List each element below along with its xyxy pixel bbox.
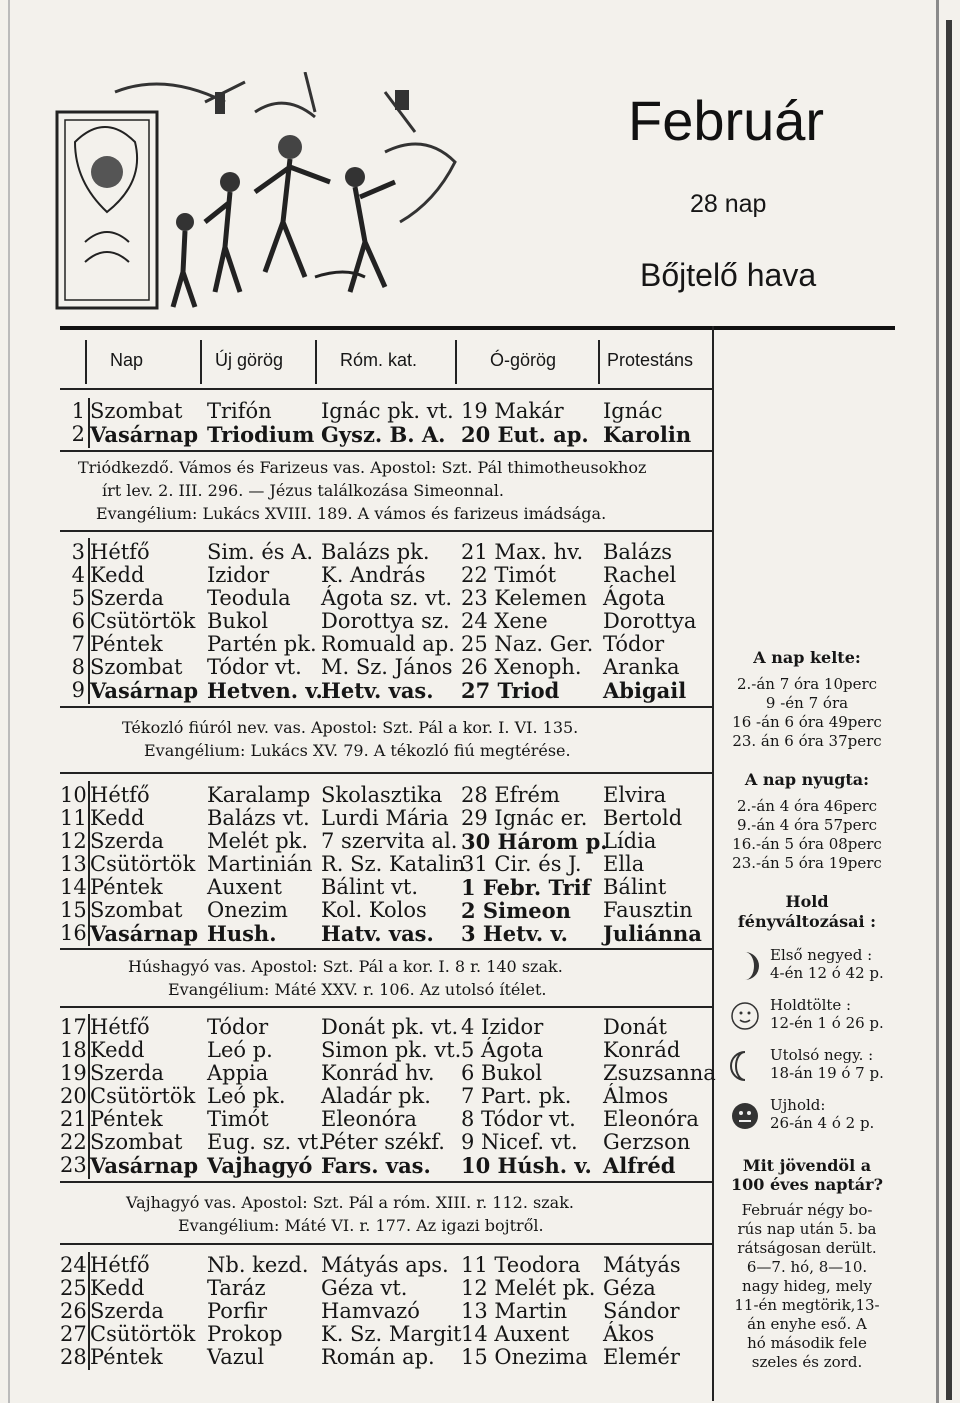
sunday-note: írt lev. 2. III. 296. — Jézus találkozása Simeonnal. [102,481,504,500]
row-day: Hétfő [90,540,150,564]
month-nickname: Bőjtelő hava [640,257,817,293]
row-roman-catholic: Bálint vt. [321,875,419,899]
page-edge-right [936,0,939,1403]
row-number: 6 [71,609,85,633]
carnival-illustration [55,72,475,310]
forecast-text: rátságosan derült. [737,1239,877,1257]
moon-phase-new [730,1096,900,1138]
row-protestant: Elvira [603,783,667,807]
header-divider [315,340,317,384]
page-edge-left [8,0,10,1403]
column-divider [88,781,90,946]
sunrise-time: 16 -án 6 óra 49perc [732,713,882,731]
row-day: Hétfő [90,1015,150,1039]
row-number: 20 [60,1084,87,1108]
row-number: 7 [71,632,85,656]
header-divider [200,340,202,384]
row-day: Péntek [90,632,163,656]
row-day: Vasárnap [90,1153,199,1178]
forecast-text: szeles és zord. [751,1353,863,1371]
row-day: Szombat [90,655,183,679]
phase-name: Utolsó negy. : [770,1046,874,1064]
row-roman-catholic: K. Sz. Margit [321,1322,462,1346]
header-divider [85,340,87,384]
row-day: Csütörtök [90,1084,196,1108]
row-new-greek: Melét pk. [207,829,309,853]
row-number: 23 [60,1153,87,1177]
row-new-greek: Vazul [207,1345,265,1369]
row-new-greek: Karalamp [207,783,311,807]
row-old-greek: 7 Part. pk. [461,1084,572,1108]
row-number: 3 [71,540,85,564]
days-count: 28 nap [690,190,767,218]
row-number: 19 [60,1061,87,1085]
binding-edge [946,20,952,1400]
row-day: Kedd [90,806,145,830]
row-day: Csütörtök [90,609,196,633]
row-day: Csütörtök [90,1322,196,1346]
row-old-greek: 13 Martin [461,1299,568,1323]
forecast-title: Mit jövendöl a [742,1156,872,1175]
row-old-greek: 6 Bukol [461,1061,543,1085]
row-old-greek: 3 Hetv. v. [461,921,568,946]
row-new-greek: Martinián [207,852,313,876]
row-number: 10 [60,783,87,807]
week-rule [60,1243,712,1245]
row-protestant: Gerzson [603,1130,691,1154]
row-new-greek: Nb. kezd. [207,1253,309,1277]
col-header-old-greek: Ó-görög [490,350,557,370]
row-old-greek: 27 Triod [461,678,560,703]
row-new-greek: Teodula [207,586,291,610]
row-day: Kedd [90,563,145,587]
row-number: 27 [60,1322,87,1346]
row-protestant: Elemér [603,1345,680,1369]
row-protestant: Fausztin [603,898,693,922]
row-old-greek: 12 Melét pk. [461,1276,596,1300]
row-protestant: Aranka [603,655,680,679]
row-old-greek: 22 Timót [461,563,557,587]
row-day: Péntek [90,1345,163,1369]
sunday-note: Húshagyó vas. Apostol: Szt. Pál a kor. I. 8 r. 140 szak. [128,957,563,976]
row-new-greek: Prokop [207,1322,283,1346]
row-old-greek: 19 Makár [461,399,564,423]
row-old-greek: 23 Kelemen [461,586,587,610]
row-number: 15 [60,898,87,922]
row-roman-catholic: Balázs pk. [321,540,430,564]
row-roman-catholic: Romuald ap. [321,632,455,656]
sunset-title: A nap nyugta: [744,770,870,789]
row-old-greek: 28 Efrém [461,783,560,807]
row-new-greek: Tódor [207,1015,269,1039]
row-protestant: Balázs [603,540,673,564]
row-day: Péntek [90,875,163,899]
row-day: Szerda [90,1299,164,1323]
row-new-greek: Onezim [207,898,288,922]
row-old-greek: 10 Húsh. v. [461,1153,592,1178]
sidebar-divider [712,326,714,1401]
row-new-greek: Trifón [207,399,272,423]
row-roman-catholic: Hatv. vas. [321,921,434,946]
header-bottom-rule [60,388,712,390]
row-roman-catholic: Hamvazó [321,1299,420,1323]
row-day: Hétfő [90,783,150,807]
row-old-greek: 15 Onezima [461,1345,588,1369]
row-protestant: Sándor [603,1299,680,1323]
col-header-new-greek: Új görög [215,350,284,370]
row-new-greek: Leó p. [207,1038,273,1062]
row-new-greek: Appia [207,1061,269,1085]
week-rule [60,530,712,532]
row-new-greek: Bukol [207,609,269,633]
week-rule [60,948,712,950]
phase-name: Holdtölte : [770,996,852,1014]
row-old-greek: 9 Nicef. vt. [461,1130,578,1154]
row-new-greek: Hush. [207,921,277,946]
sunday-note: Evangélium: Lukács XVIII. 189. A vámos és farizeus imádsága. [96,504,607,523]
col-header-day: Nap [110,350,144,370]
row-day: Szerda [90,1061,164,1085]
row-new-greek: Eug. sz. vt. [207,1130,325,1154]
row-roman-catholic: Eleonóra [321,1107,417,1131]
row-protestant: Géza [603,1276,656,1300]
column-divider [88,538,90,704]
row-number: 18 [60,1038,87,1062]
row-roman-catholic: R. Sz. Katalin [321,852,466,876]
sunrise-time: 9 -én 7 óra [765,694,849,712]
last-quarter-icon [730,1050,760,1082]
month-title: Február [628,89,825,152]
row-number: 9 [71,678,85,702]
row-new-greek: Triodium [207,422,315,447]
row-roman-catholic: Mátyás aps. [321,1253,449,1277]
sunday-note: Vajhagyó vas. Apostol: Szt. Pál a róm. XIII. r. 112. szak. [126,1193,574,1212]
row-day: Szombat [90,399,183,423]
sunrise-time: 23. án 6 óra 37perc [732,732,882,750]
sunset-time: 16.-án 5 óra 08perc [732,835,882,853]
week-rule [60,1181,712,1183]
sunday-note: Evangélium: Máté XXV. r. 106. Az utolsó ítélet. [168,980,547,999]
row-old-greek: 20 Eut. ap. [461,422,589,447]
row-day: Szerda [90,829,164,853]
row-day: Kedd [90,1276,145,1300]
row-day: Szerda [90,586,164,610]
row-new-greek: Izidor [207,563,270,587]
row-day: Vasárnap [90,422,199,447]
row-protestant: Juliánna [603,921,702,946]
row-protestant: Ágota [603,586,666,610]
forecast-text: 11-én megtörik,13- [734,1296,880,1314]
table-top-rule [60,326,895,330]
row-old-greek: 4 Izidor [461,1015,544,1039]
col-header-roman-catholic: Róm. kat. [340,350,418,370]
row-number: 25 [60,1276,87,1300]
sunday-note: Evangélium: Lukács XV. 79. A tékozló fiú megtérése. [144,741,571,760]
row-number: 26 [60,1299,87,1323]
row-roman-catholic: Ignác pk. vt. [321,399,454,423]
phase-time: 12-én 1 ó 26 p. [770,1014,884,1032]
row-protestant: Mátyás [603,1253,681,1277]
row-roman-catholic: Román ap. [321,1345,435,1369]
first-quarter-icon [730,950,760,982]
row-number: 14 [60,875,87,899]
row-day: Csütörtök [90,852,196,876]
row-new-greek: Porfir [207,1299,268,1323]
row-old-greek: 14 Auxent [461,1322,570,1346]
sunset-time: 23.-án 5 óra 19perc [732,854,882,872]
row-new-greek: Sim. és A. [207,540,314,564]
forecast-title: 100 éves naptár? [731,1175,883,1194]
row-roman-catholic: Fars. vas. [321,1153,431,1178]
header-divider [598,340,600,384]
row-number: 12 [60,829,87,853]
row-roman-catholic: Aladár pk. [321,1084,431,1108]
forecast-text: hó második fele [747,1334,867,1352]
row-number: 24 [60,1253,87,1277]
row-roman-catholic: Hetv. vas. [321,678,434,703]
week-rule [60,706,712,708]
sunset-time: 9.-án 4 óra 57perc [736,816,878,834]
row-roman-catholic: Donát pk. vt. [321,1015,459,1039]
row-protestant: Abigail [603,678,687,703]
row-protestant: Alfréd [603,1153,676,1178]
row-day: Kedd [90,1038,145,1062]
row-number: 28 [60,1345,87,1369]
forecast-text: rús nap után 5. ba [737,1220,877,1238]
row-protestant: Rachel [603,563,677,587]
phase-time: 18-án 19 ó 7 p. [770,1064,884,1082]
row-roman-catholic: Ágota sz. vt. [321,586,453,610]
row-protestant: Bertold [603,806,683,830]
row-old-greek: 8 Tódor vt. [461,1107,576,1131]
row-day: Hétfő [90,1253,150,1277]
col-header-protestant: Protestáns [607,350,694,370]
row-roman-catholic: Skolasztika [321,783,443,807]
row-old-greek: 2 Simeon [461,898,571,923]
row-protestant: Eleonóra [603,1107,699,1131]
week-rule [60,772,712,774]
moon-title: fényváltozásai : [737,912,877,931]
sunset-time: 2.-án 4 óra 46perc [736,797,878,815]
full-moon-icon [730,1000,760,1032]
row-new-greek: Timót [207,1107,269,1131]
row-new-greek: Vajhagyó [207,1153,313,1178]
row-protestant: Ella [603,852,645,876]
row-number: 4 [71,563,85,587]
row-day: Vasárnap [90,678,199,703]
row-old-greek: 11 Teodora [461,1253,581,1277]
row-protestant: Ákos [603,1322,655,1346]
row-roman-catholic: Péter székf. [321,1130,445,1154]
row-new-greek: Hetven. v. [207,678,323,703]
column-divider [88,1014,90,1179]
row-roman-catholic: Géza vt. [321,1276,408,1300]
row-roman-catholic: Kol. Kolos [321,898,427,922]
row-roman-catholic: M. Sz. János [321,655,453,679]
column-divider [88,1252,90,1370]
moon-phase-full [730,996,900,1038]
forecast-text: 6—7. hó, 8—10. [746,1258,868,1276]
forecast-text: Február négy bo- [741,1201,873,1219]
row-old-greek: 1 Febr. Trif [461,875,591,900]
row-new-greek: Taráz [207,1276,266,1300]
row-old-greek: 25 Naz. Ger. [461,632,594,656]
row-protestant: Álmos [603,1084,669,1108]
row-roman-catholic: K. András [321,563,426,587]
row-protestant: Karolin [603,422,692,447]
forecast-text: nagy hideg, mely [742,1277,872,1295]
row-day: Szombat [90,1130,183,1154]
row-roman-catholic: Gysz. B. A. [321,422,446,447]
moon-phase-last-quarter [730,1046,900,1088]
row-day: Vasárnap [90,921,199,946]
row-old-greek: 29 Ignác er. [461,806,588,830]
row-protestant: Donát [603,1015,667,1039]
row-protestant: Konrád [603,1038,681,1062]
row-roman-catholic: Konrád hv. [321,1061,435,1085]
row-new-greek: Tódor vt. [207,655,302,679]
week-rule [60,450,712,452]
header-divider [455,340,457,384]
row-old-greek: 26 Xenoph. [461,655,582,679]
sunrise-title: A nap kelte: [753,648,861,667]
moon-title: Hold [785,892,829,911]
row-number: 11 [60,806,87,830]
row-new-greek: Auxent [207,875,282,899]
row-new-greek: Leó pk. [207,1084,286,1108]
row-roman-catholic: 7 szervita al. [321,829,458,853]
row-number: 2 [71,422,85,446]
row-day: Szombat [90,898,183,922]
row-protestant: Lídia [603,829,657,853]
row-protestant: Zsuzsanna [603,1061,716,1085]
row-protestant: Ignác [603,399,663,423]
week-rule [60,1006,712,1008]
sunday-note: Triódkezdő. Vámos és Farizeus vas. Apostol: Szt. Pál thimotheusokhoz [78,458,647,477]
phase-time: 4-én 12 ó 42 p. [770,964,884,982]
row-number: 5 [71,586,85,610]
moon-phase-first-quarter [730,946,900,988]
row-old-greek: 24 Xene [461,609,548,633]
phase-time: 26-án 4 ó 2 p. [770,1114,875,1132]
row-roman-catholic: Lurdi Mária [321,806,449,830]
row-number: 16 [60,921,87,945]
row-new-greek: Partén pk. [207,632,317,656]
row-new-greek: Balázs vt. [207,806,310,830]
sunrise-time: 2.-án 7 óra 10perc [736,675,878,693]
row-roman-catholic: Simon pk. vt. [321,1038,462,1062]
row-old-greek: 5 Ágota [461,1038,544,1062]
row-number: 17 [60,1015,87,1039]
row-old-greek: 21 Max. hv. [461,540,584,564]
column-divider [88,398,90,448]
row-number: 8 [71,655,85,679]
row-protestant: Dorottya [603,609,697,633]
sunday-note: Evangélium: Máté VI. r. 177. Az igazi bojtről. [178,1216,544,1235]
row-protestant: Bálint [603,875,667,899]
row-day: Péntek [90,1107,163,1131]
phase-name: Első negyed : [770,946,873,964]
row-number: 13 [60,852,87,876]
row-number: 21 [60,1107,87,1131]
sunday-note: Tékozló fiúról nev. vas. Apostol: Szt. Pál a kor. I. VI. 135. [122,718,579,737]
row-old-greek: 30 Három p. [461,829,608,854]
row-number: 22 [60,1130,87,1154]
new-moon-icon [730,1100,760,1132]
phase-name: Ujhold: [770,1096,826,1114]
forecast-text: án enyhe eső. A [747,1315,867,1333]
row-old-greek: 31 Cir. és J. [461,852,582,876]
row-roman-catholic: Dorottya sz. [321,609,450,633]
row-number: 1 [71,399,85,423]
row-protestant: Tódor [603,632,665,656]
